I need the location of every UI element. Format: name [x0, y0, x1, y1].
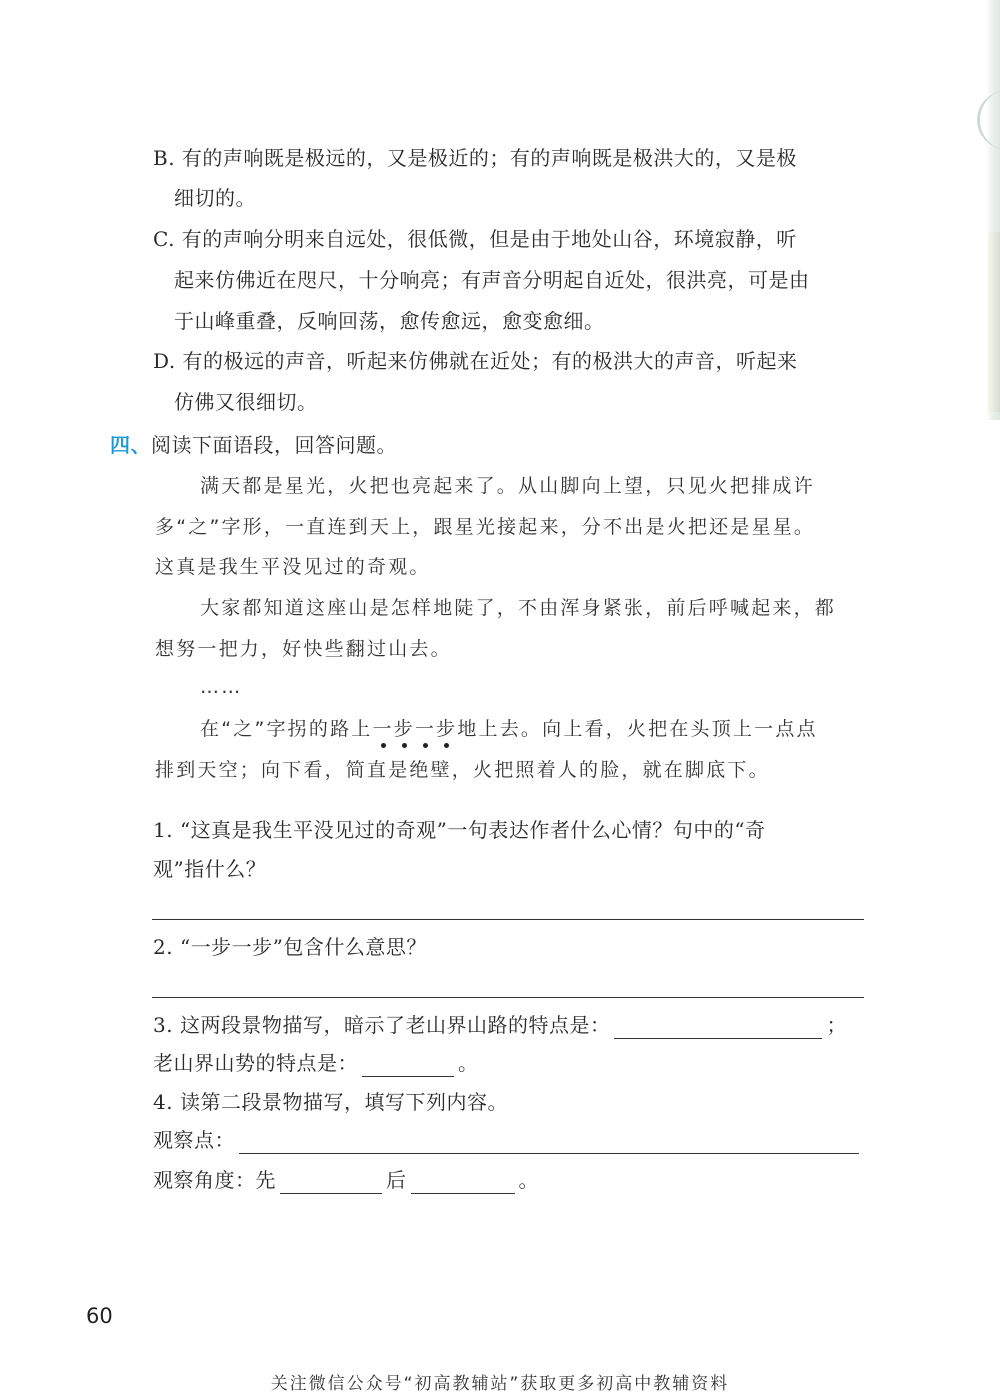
observe-angle-label: 观察角度：先 — [153, 1168, 276, 1192]
question-3-line1 — [153, 1011, 847, 1039]
option-d-line2: 仿佛又很细切。 — [174, 390, 318, 414]
option-b-line2: 细切的。 — [174, 186, 256, 210]
question-1-line2: 观”指什么？ — [153, 857, 267, 881]
section-4-title: 阅读下面语段，回答问题。 — [151, 433, 397, 457]
passage-p1-line2: 多“之”字形，一直连到天上，跟星光接起来，分不出是火把还是星星。 — [155, 516, 816, 538]
option-d-line1: D. 有的极远的声音，听起来仿佛就在近处；有的极洪大的声音，听起来 — [153, 349, 798, 373]
footer-note: 关注微信公众号“初高教辅站”获取更多初高中教辅资料 — [270, 1374, 730, 1394]
observe-angle-after-label: 后 — [386, 1168, 407, 1192]
passage-p1-line3: 这真是我生平没见过的奇观。 — [155, 556, 431, 578]
answer-blank-angle-after[interactable] — [411, 1171, 515, 1194]
answer-blank-observe-point[interactable] — [239, 1131, 859, 1154]
passage-p2-line2: 想努一把力，好快些翻过山去。 — [155, 638, 452, 660]
section-4-number: 四、 — [110, 433, 151, 457]
option-b-line1: B. 有的声响既是极远的，又是极近的；有的声响既是极洪大的，又是极 — [153, 146, 797, 170]
passage-p2-line1: 大家都知道这座山是怎样地陡了，不由浑身紧张，前后呼喊起来，都 — [200, 597, 837, 619]
question-1-line1: 1. “这真是我生平没见过的奇观”一句表达作者什么心情？句中的“奇 — [153, 818, 766, 842]
answer-line-q2[interactable] — [152, 997, 864, 998]
observe-angle-end: 。 — [518, 1168, 539, 1192]
passage-ellipsis: …… — [200, 676, 243, 698]
question-3-end: 。 — [458, 1051, 479, 1075]
page-number: 60 — [86, 1304, 113, 1328]
emphasis-char: 步 — [436, 718, 457, 740]
observe-point-label: 观察点： — [153, 1128, 235, 1152]
answer-blank-angle-first[interactable] — [280, 1171, 382, 1194]
passage-p3-after: 地上去。向上看，火把在头顶上一点点 — [457, 718, 818, 740]
question-4: 4. 读第二段景物描写，填写下列内容。 — [153, 1090, 508, 1114]
question-3-part1: 3. 这两段景物描写，暗示了老山界山路的特点是： — [153, 1013, 611, 1037]
answer-line-q1[interactable] — [152, 919, 864, 920]
question-3-line2 — [153, 1049, 479, 1077]
question-3-part2: 老山界山势的特点是： — [153, 1051, 358, 1075]
emphasis-char: 一 — [373, 718, 394, 740]
question-4-angle-row — [153, 1166, 539, 1194]
emphasis-char: 步 — [394, 718, 415, 740]
answer-blank-road-feature[interactable] — [614, 1016, 822, 1039]
page-edge-tab — [988, 232, 1000, 412]
question-2: 2. “一步一步”包含什么意思？ — [153, 935, 427, 959]
emphasis-char: 一 — [415, 718, 436, 740]
question-4-observe-point-row — [153, 1126, 863, 1154]
passage-p1-line1: 满天都是星光，火把也亮起来了。从山脚向上望，只见火把排成许 — [200, 475, 815, 497]
emphasis-dot — [402, 743, 407, 748]
answer-blank-mountain-feature[interactable] — [362, 1054, 454, 1077]
option-c-line1: C. 有的声响分明来自远处，很低微，但是由于地处山谷，环境寂静，听 — [153, 227, 797, 251]
section-4-heading — [110, 431, 397, 459]
emphasis-dot — [444, 743, 449, 748]
page-edge-arc — [977, 90, 1000, 150]
emphasis-dot — [423, 743, 428, 748]
passage-p3-line2: 排到天空；向下看，简直是绝壁，火把照着人的脸，就在脚底下。 — [155, 759, 770, 781]
emphasis-dot — [381, 743, 386, 748]
question-3-separator: ； — [826, 1013, 847, 1037]
passage-p3-before: 在“之”字拐的路上 — [200, 718, 373, 740]
option-c-line2: 起来仿佛近在咫尺，十分响亮；有声音分明起自近处，很洪亮，可是由 — [174, 268, 810, 292]
passage-p3-line1 — [200, 715, 818, 743]
option-c-line3: 于山峰重叠，反响回荡，愈传愈远，愈变愈细。 — [174, 309, 605, 333]
